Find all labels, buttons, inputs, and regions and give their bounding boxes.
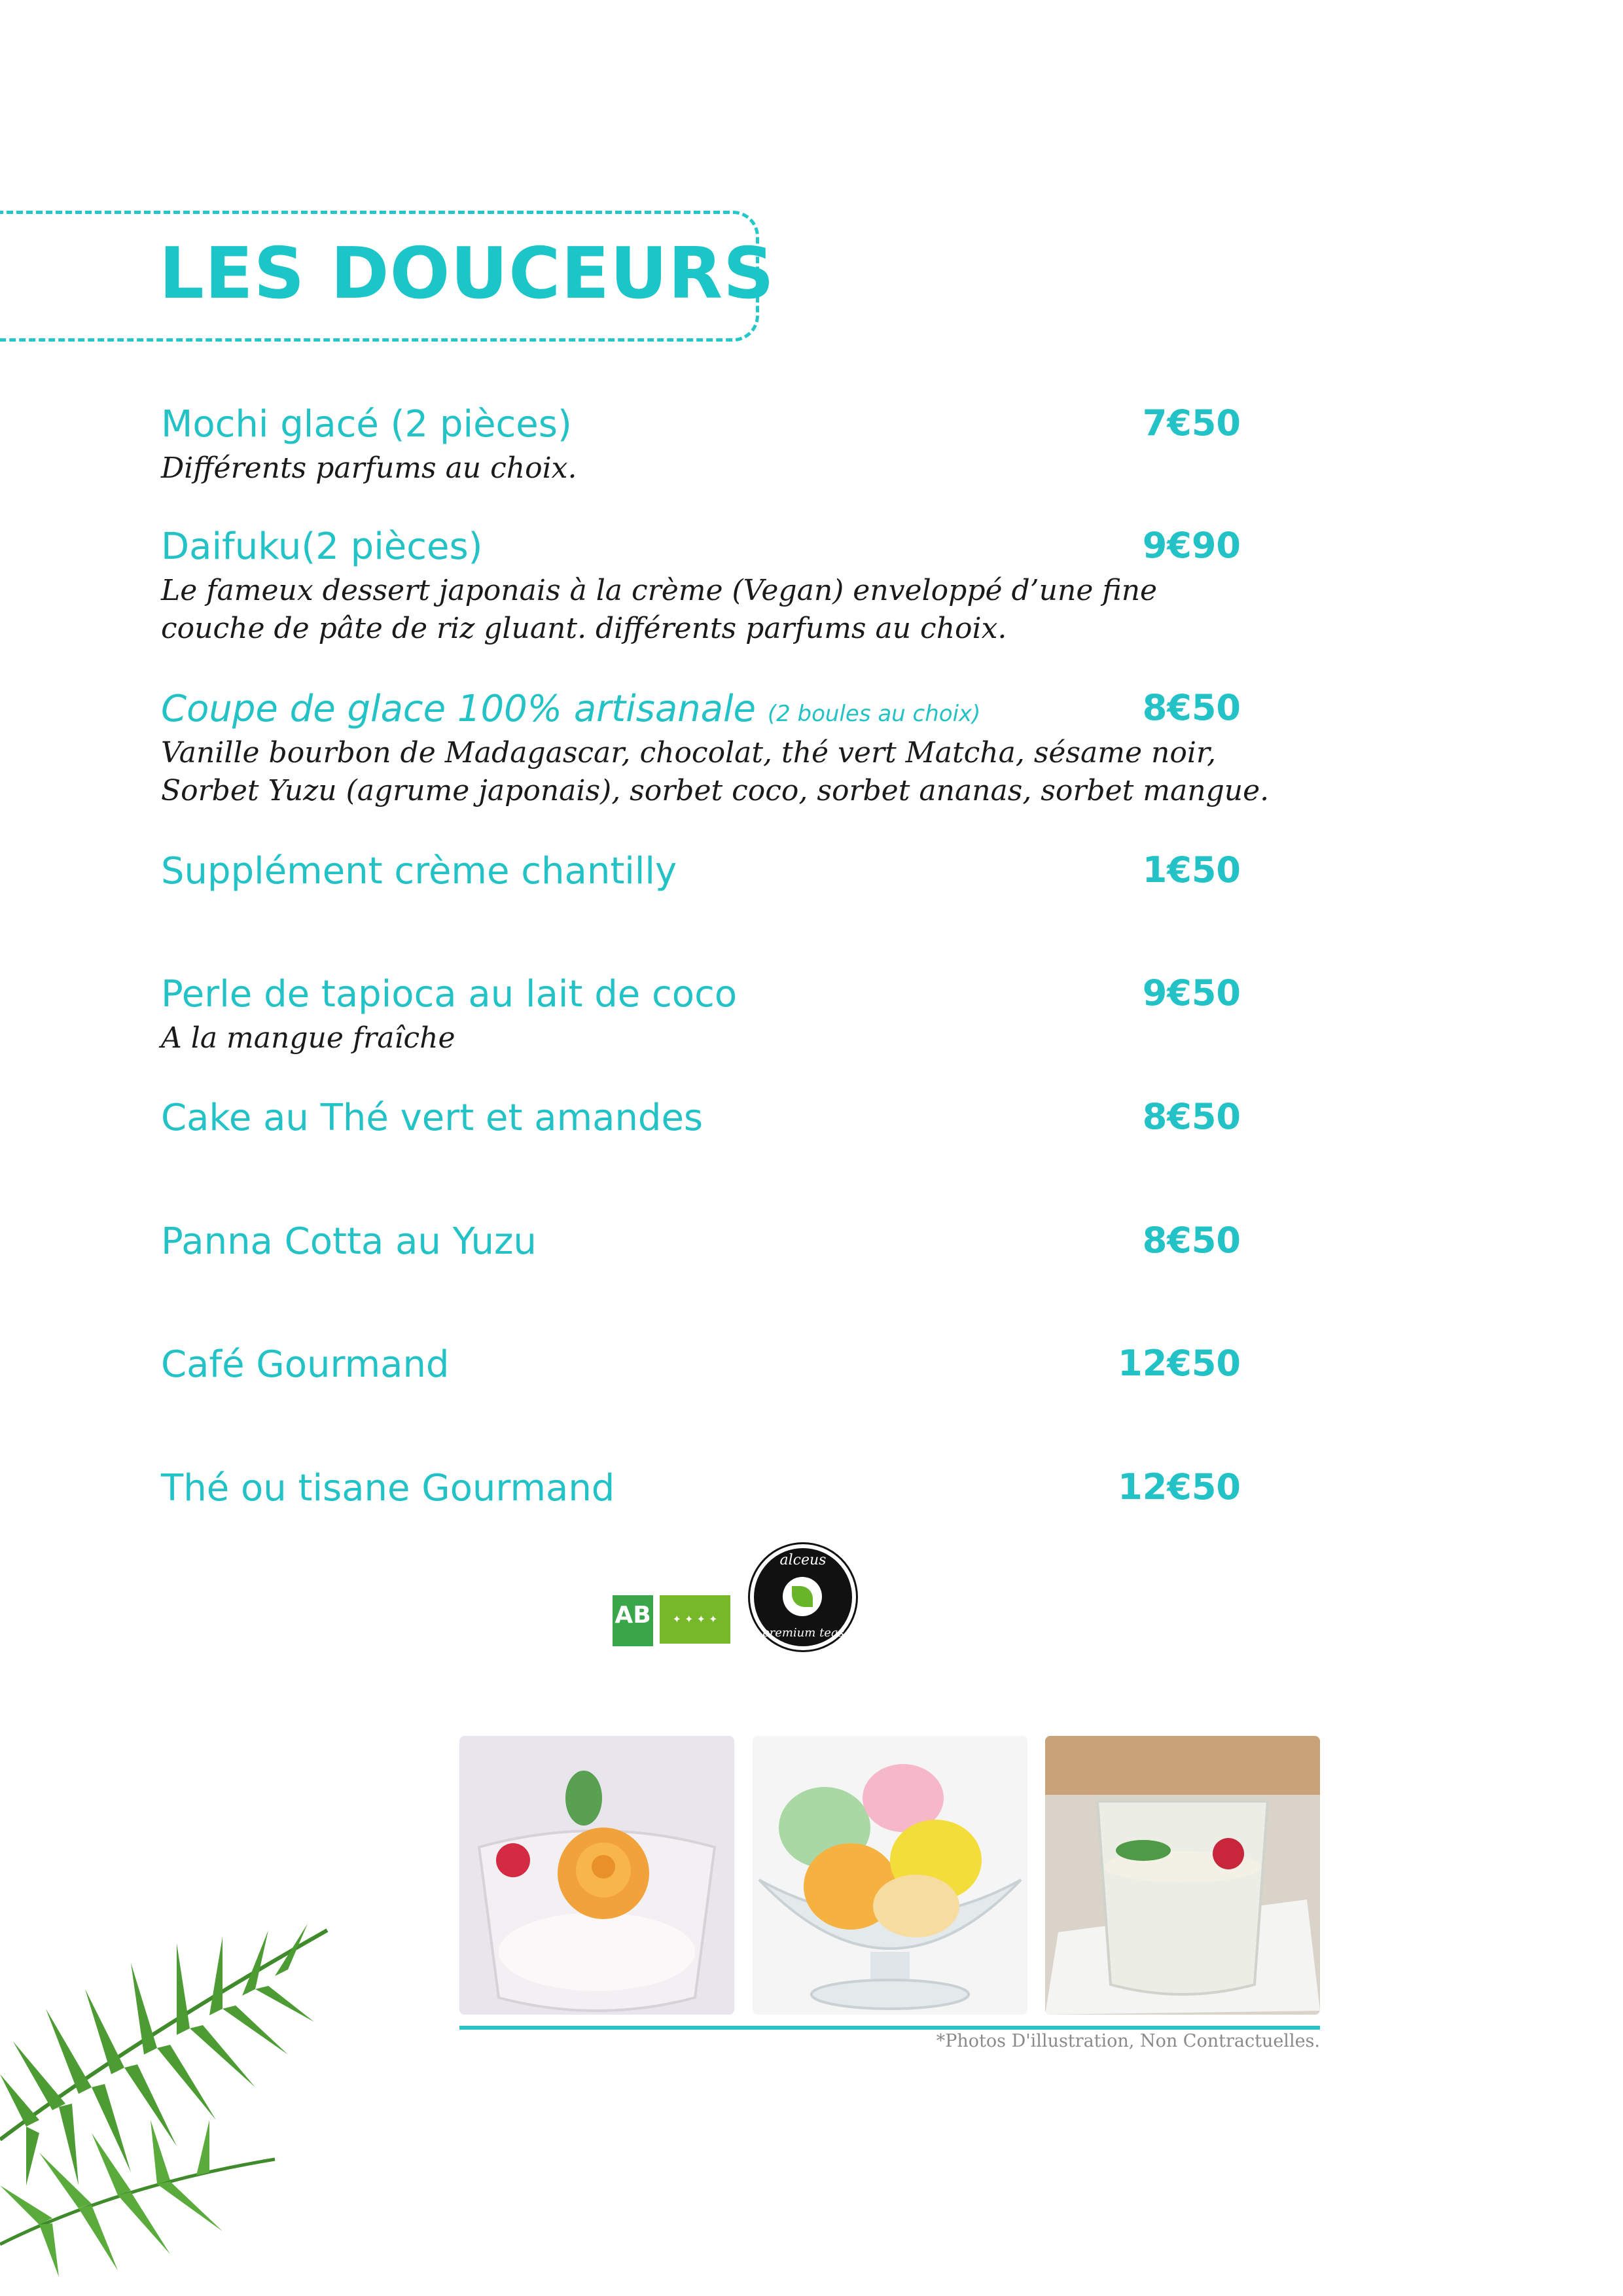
item-name: Supplément crème chantilly	[161, 850, 677, 892]
item-description: Différents parfums au choix.	[161, 451, 577, 485]
photo-disclaimer: *Photos D'illustration, Non Contractuelles.	[936, 2031, 1320, 2051]
item-name	[161, 687, 980, 731]
item-price: 12€50	[1118, 1343, 1241, 1384]
item-name: Perle de tapioca au lait de coco	[161, 973, 738, 1016]
tapioca-dessert-photo	[459, 1736, 734, 2015]
mochi-bowl-photo	[753, 1736, 1027, 2015]
item-name: Mochi glacé (2 pièces)	[161, 403, 572, 446]
item-description: Vanille bourbon de Madagascar, chocolat, thé vert Matcha, sésame noir, Sorbet Yuzu (agrume japonais), sorbet coco, sorbet ananas, sorbet mangue.	[161, 736, 1270, 807]
item-price: 8€50	[1142, 1220, 1241, 1261]
item-price: 9€90	[1142, 525, 1241, 566]
footer-rule	[459, 2026, 1320, 2030]
palm-leaf-decoration	[0, 1878, 340, 2284]
item-name-text: Coupe de glace 100% artisanale	[161, 688, 756, 730]
leaf-icon	[783, 1577, 822, 1616]
item-name: Cake au Thé vert et amandes	[161, 1097, 704, 1139]
item-price: 8€50	[1142, 1096, 1241, 1137]
item-description: A la mangue fraîche	[161, 1021, 455, 1055]
item-description: Le fameux dessert japonais à la crème (Vegan) enveloppé d’une fine couche de pâte de riz gluant. différents parfums au choix.	[161, 574, 1158, 645]
panna-cotta-photo	[1045, 1736, 1320, 2015]
item-name: Café Gourmand	[161, 1343, 450, 1386]
item-note: (2 boules au choix)	[767, 701, 981, 727]
item-price: 7€50	[1142, 402, 1241, 444]
item-name: Thé ou tisane Gourmand	[161, 1467, 615, 1510]
eu-organic-leaf-logo: ✦ ✦ ✦ ✦	[660, 1595, 730, 1644]
alceus-tea-seal: alceus premium teas	[750, 1544, 856, 1650]
page-title: LES DOUCEURS	[159, 233, 775, 315]
item-price: 8€50	[1142, 687, 1241, 728]
item-name: Panna Cotta au Yuzu	[161, 1220, 537, 1263]
item-price: 1€50	[1142, 849, 1241, 891]
item-name: Daifuku(2 pièces)	[161, 525, 483, 568]
item-price: 12€50	[1118, 1466, 1241, 1508]
item-price: 9€50	[1142, 972, 1241, 1014]
ab-organic-logo: AB	[613, 1595, 653, 1646]
